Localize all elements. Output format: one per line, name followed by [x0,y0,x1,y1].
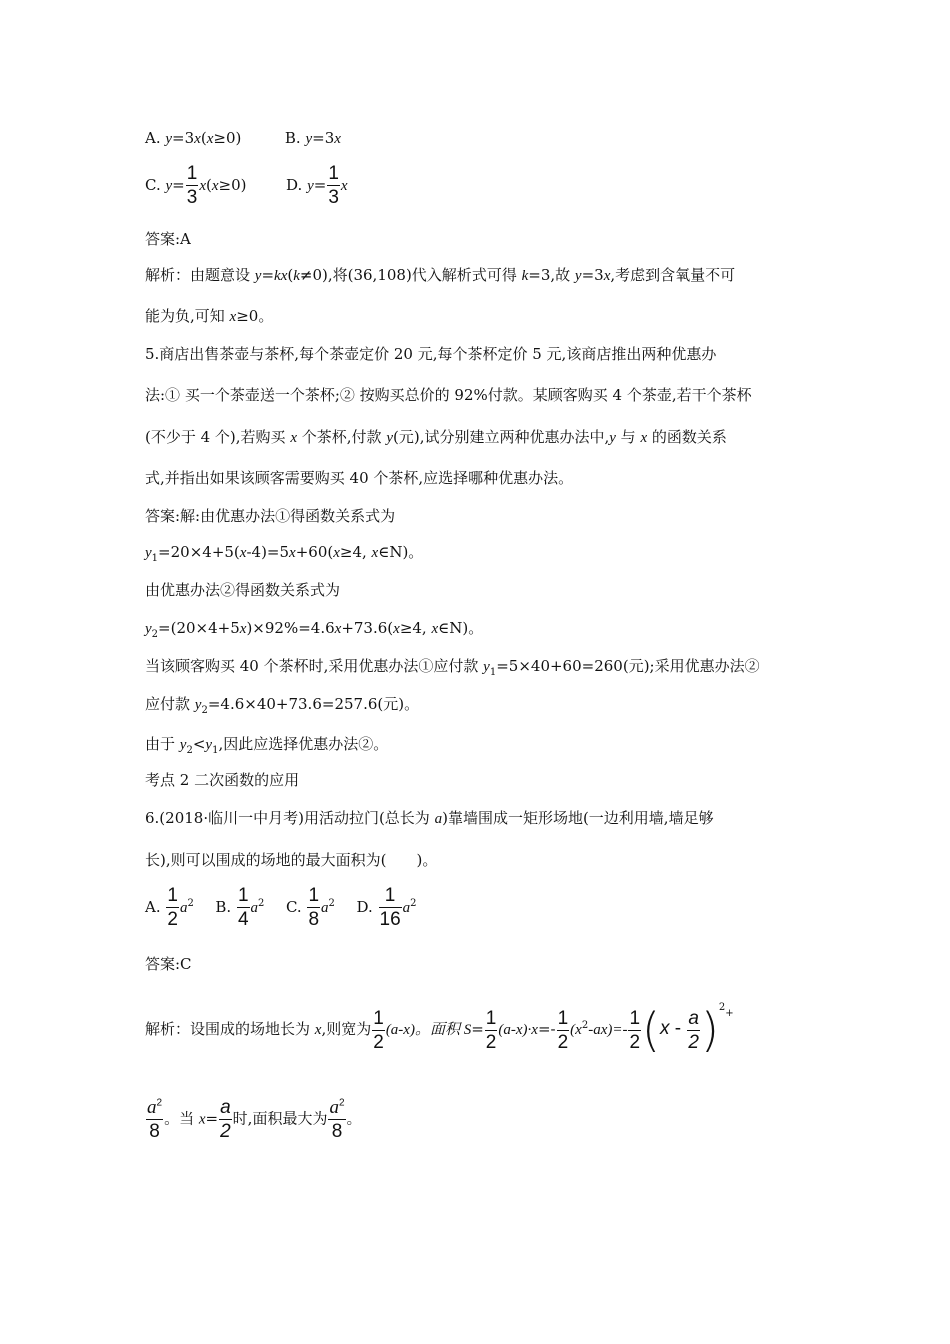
q5-line-2: 法:① 买一个茶壶送一个茶杯;② 按购买总价的 92%付款。某顾客购买 4 个茶壶,若干个茶杯 [145,386,752,404]
q6-option-a: A. $\frac{1}{2}$ $a^2$ [145,885,194,930]
q5-line-1: 5.商店出售茶壶与茶杯,每个茶壶定价 20 元,每个茶杯定价 5 元,该商店推出两种优惠办 [145,345,717,363]
q6-line-1: 6.(2018·临川一中月考)用活动拉门(总长为 a)靠墙围成一矩形场地(一边利用墙,墙足够 [145,809,714,827]
q4-option-c: C. y= $\frac{1}{3}$ x(x≥0) [145,163,247,208]
section-title: 考点 2 二次函数的应用 [145,771,300,789]
right-paren: ) [700,1003,719,1057]
q4-analysis-line-1: 解析：由题意设 y=kx(k≠0),将(36,108)代入解析式可得 k=3,故 y=3x,考虑到含氧量不可 [145,266,736,284]
q5-conclusion: 由于 $y_2<y_1$,因此应选择优惠办法②。 [145,735,389,756]
q5-method-2-intro: 由优惠办法②得函数关系式为 [145,581,341,599]
q4-options-row-ab [145,128,341,149]
q6-option-b: B. $\frac{1}{4}$ $a^2$ [215,885,265,930]
q5-line-4: 式,并指出如果该顾客需要购买 40 个茶杯,应选择哪种优惠办法。 [145,469,574,487]
q5-line-3: (不少于 4 个),若购买 x 个茶杯,付款 y(元),试分别建立两种优惠办法中,y 与 x 的函数关系 [145,428,727,446]
q4-option-a: A. y=3x(x≥0) [145,129,242,147]
q6-analysis-line-1: 解析：设围成的场地长为 x,则宽为 $\frac{1}{2}$ (a-x)。面积 S= $\frac{1}{2}$ (a-x)·x=- $\frac{1}{2}$ $(x^2-ax)=-$ $\frac{1}{2}$ (x - $\frac{a}{2}$ )$^{2+}$ [145,1002,734,1057]
q6-option-c: C. $\frac{1}{8}$ $a^2$ [285,885,335,930]
q4-option-b: B. y=3x [284,129,341,147]
q6-line-2: 长),则可以围成的场地的最大面积为( )。 [145,851,438,869]
q4-options-row-cd [145,164,348,207]
q5-formula-y1: $y_1=20\times 4+5(x-4)=5x+60(x\ge 4$, x∈N)。 [145,543,424,564]
q5-comparison-line-2: 应付款 $y_2=4.6\times 40+73.6=257.6$(元)。 [145,695,420,716]
q6-answer: 答案:C [145,955,192,973]
q4-analysis-line-2: 能为负,可知 x≥0。 [145,307,274,325]
left-paren: ( [642,1003,660,1057]
q5-comparison-line-1: 当该顾客购买 40 个茶杯时,采用优惠办法①应付款 $y_1=5\times 40+60=260$(元);采用优惠办法② [145,657,760,678]
q5-formula-y2: $y_2=(20\times 4+5x)\times 92\%=4.6x+73.6(x\ge 4$, x∈N)。 [145,619,484,640]
q4-option-d: D. y= $\frac{1}{3}$ x [286,163,348,208]
q6-analysis-line-2: $\frac{a^2}{8}$ 。当 x= $\frac{a}{2}$ 时,面积最大为 $\frac{a^2}{8}$ 。 [147,1097,362,1142]
q6-options-row [145,886,417,929]
fraction-one-third: $\frac{1}{3}$ [328,163,339,208]
q6-option-d: D. $\frac{1}{16}$ $a^2$ [356,885,417,930]
q4-answer: 答案:A [145,230,191,248]
fraction-one-third: $\frac{1}{3}$ [186,163,198,208]
q5-answer-intro: 答案:解:由优惠办法①得函数关系式为 [145,507,396,525]
